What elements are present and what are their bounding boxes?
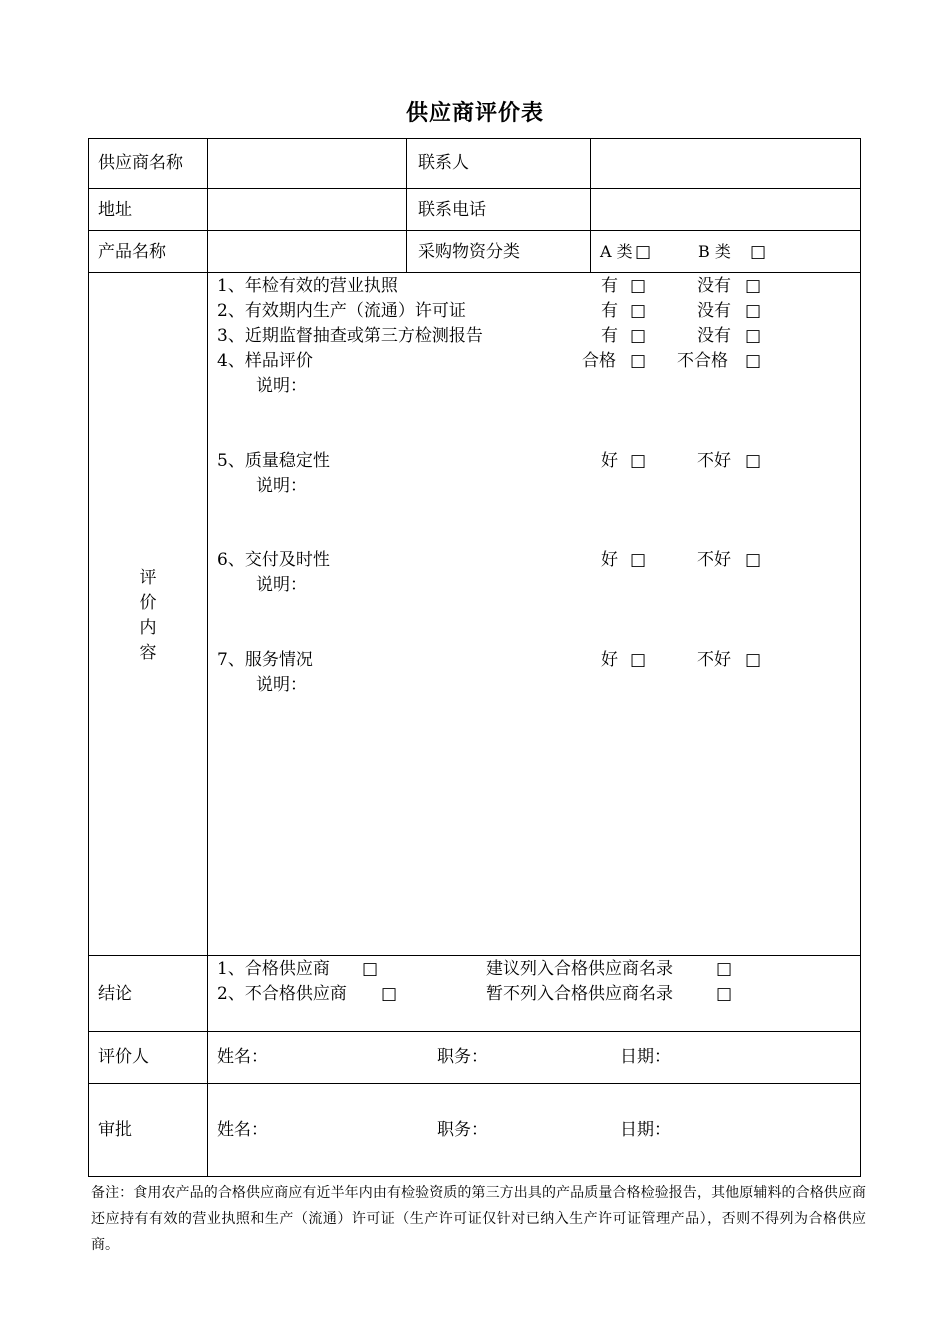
eval-item-1-opt1: 有 [601,276,618,296]
eval-item-2-opt1: 有 [601,301,618,321]
address-field[interactable] [210,192,404,228]
conclusion-label: 结论 [98,984,132,1004]
product-name-field[interactable] [210,234,404,270]
eval-item-7-opt1-checkbox[interactable]: □ [630,650,647,670]
eval-item-5-opt2: 不好 [697,451,731,471]
approval-label: 审批 [98,1120,132,1140]
eval-item-4-opt2: 不合格 [677,351,728,371]
eval-item-3-opt1: 有 [601,326,618,346]
category-label: 采购物资分类 [418,242,520,262]
eval-item-1-opt1-checkbox[interactable]: □ [630,276,647,296]
eval-item-4: 4、样品评价 [217,351,313,371]
category-b-checkbox[interactable]: □ [750,242,767,262]
evaluator-label: 评价人 [98,1047,149,1067]
supplier-name-field[interactable] [210,142,404,186]
eval-item-2: 2、有效期内生产（流通）许可证 [217,301,466,321]
form-title: 供应商评价表 [405,101,544,126]
eval-item-1-opt2-checkbox[interactable]: □ [745,276,762,296]
side-char: 内 [139,618,157,638]
conclusion-option-qualified-checkbox[interactable]: □ [362,959,379,979]
eval-item-1-opt2: 没有 [697,276,731,296]
eval-item-6-opt1: 好 [601,550,618,570]
conclusion-suggest-include: 建议列入合格供应商名录 [486,959,673,979]
eval-item-4-opt1: 合格 [582,351,616,371]
phone-label: 联系电话 [418,200,486,220]
supplier-name-label: 供应商名称 [98,153,183,173]
row-divider [88,272,861,273]
eval-item-5-note-label: 说明： [256,476,307,496]
evaluator-name-label: 姓名： [217,1047,268,1067]
eval-item-3-opt2-checkbox[interactable]: □ [745,326,762,346]
eval-item-2-opt2: 没有 [697,301,731,321]
eval-item-3: 3、近期监督抽查或第三方检测报告 [217,326,483,346]
row-divider [88,1031,861,1032]
approval-date-label: 日期： [620,1120,671,1140]
eval-item-5-opt2-checkbox[interactable]: □ [745,451,762,471]
category-b-label: B 类 [698,242,731,261]
approval-name-label: 姓名： [217,1120,268,1140]
eval-item-4-note-label: 说明： [256,376,307,396]
eval-item-2-opt1-checkbox[interactable]: □ [630,301,647,321]
evaluation-side-label [138,566,158,666]
address-label: 地址 [98,200,132,220]
eval-item-7-note-label: 说明： [256,675,307,695]
row-divider [88,188,861,189]
eval-item-6-note-label: 说明： [256,575,307,595]
row-divider [88,955,861,956]
eval-item-6: 6、交付及时性 [217,550,330,570]
approval-position-label: 职务： [437,1120,488,1140]
eval-item-5-opt1: 好 [601,451,618,471]
side-char: 价 [139,593,157,613]
contact-field[interactable] [594,142,858,186]
eval-item-2-opt2-checkbox[interactable]: □ [745,301,762,321]
row-divider [88,230,861,231]
eval-item-1: 1、年检有效的营业执照 [217,276,398,296]
eval-item-3-opt2: 没有 [697,326,731,346]
eval-item-7-opt1: 好 [601,650,618,670]
column-divider [590,138,591,272]
eval-item-4-opt2-checkbox[interactable]: □ [745,351,762,371]
eval-item-7-opt2: 不好 [697,650,731,670]
phone-field[interactable] [594,192,858,228]
eval-item-7: 7、服务情况 [217,650,313,670]
side-char: 评 [139,568,157,588]
column-divider [406,138,407,272]
column-divider [207,138,208,1177]
conclusion-option-qualified: 1、合格供应商 [217,959,330,979]
eval-item-6-opt2: 不好 [697,550,731,570]
conclusion-suggest-exclude: 暂不列入合格供应商名录 [486,984,673,1004]
eval-item-7-opt2-checkbox[interactable]: □ [745,650,762,670]
eval-item-6-opt2-checkbox[interactable]: □ [745,550,762,570]
remark-note: 备注：食用农产品的合格供应商应有近半年内由有检验资质的第三方出具的产品质量合格检验报告，其他原辅料的合格供应商还应持有有效的营业执照和生产（流通）许可证（生产许可证仅针对已纳入生产许可证管理产品），否则不得列为合格供应商。 [91,1185,866,1253]
row-divider [88,1083,861,1084]
category-a-checkbox[interactable]: □ [635,242,652,262]
side-char: 容 [139,643,157,663]
evaluator-date-label: 日期： [620,1047,671,1067]
eval-item-5-opt1-checkbox[interactable]: □ [630,451,647,471]
eval-item-4-opt1-checkbox[interactable]: □ [630,351,647,371]
conclusion-option-unqualified-checkbox[interactable]: □ [381,984,398,1004]
product-name-label: 产品名称 [98,242,166,262]
conclusion-suggest-exclude-checkbox[interactable]: □ [716,984,733,1004]
category-a-label: A 类 [600,242,633,261]
conclusion-suggest-include-checkbox[interactable]: □ [716,959,733,979]
contact-label: 联系人 [418,153,469,173]
eval-item-3-opt1-checkbox[interactable]: □ [630,326,647,346]
eval-item-6-opt1-checkbox[interactable]: □ [630,550,647,570]
evaluator-position-label: 职务： [437,1047,488,1067]
eval-item-5: 5、质量稳定性 [217,451,330,471]
conclusion-option-unqualified: 2、不合格供应商 [217,984,347,1004]
